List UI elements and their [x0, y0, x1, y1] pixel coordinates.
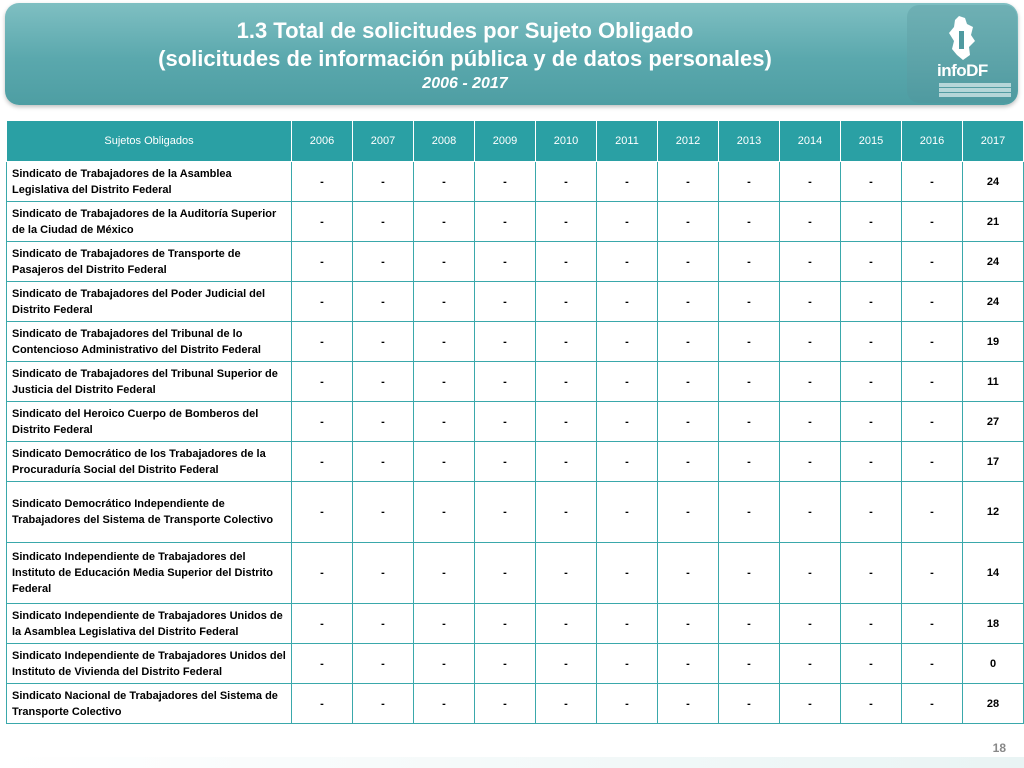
- value-cell: -: [719, 402, 780, 442]
- value-cell: -: [536, 362, 597, 402]
- value-cell: -: [719, 644, 780, 684]
- value-cell: -: [658, 162, 719, 202]
- value-cell: -: [902, 482, 963, 543]
- value-cell: -: [597, 162, 658, 202]
- value-cell: -: [353, 482, 414, 543]
- value-cell: -: [353, 442, 414, 482]
- table-row: [7, 202, 1024, 242]
- value-cell: 24: [963, 282, 1024, 322]
- value-cell: -: [658, 322, 719, 362]
- value-cell: -: [292, 442, 353, 482]
- value-cell: -: [475, 482, 536, 543]
- column-header-year: 2009: [475, 121, 536, 162]
- table-row: [7, 442, 1024, 482]
- value-cell: -: [536, 202, 597, 242]
- value-cell: -: [414, 282, 475, 322]
- subject-name-cell: Sindicato Independiente de Trabajadores Unidos del Instituto de Vivienda del Distrito Federal: [7, 644, 292, 684]
- value-cell: -: [658, 442, 719, 482]
- value-cell: -: [719, 442, 780, 482]
- value-cell: -: [353, 362, 414, 402]
- value-cell: -: [414, 543, 475, 604]
- value-cell: -: [841, 442, 902, 482]
- value-cell: -: [536, 162, 597, 202]
- value-cell: -: [658, 282, 719, 322]
- value-cell: -: [536, 644, 597, 684]
- value-cell: -: [414, 604, 475, 644]
- value-cell: -: [475, 282, 536, 322]
- value-cell: -: [902, 242, 963, 282]
- value-cell: -: [475, 362, 536, 402]
- value-cell: -: [597, 282, 658, 322]
- table-row: [7, 162, 1024, 202]
- value-cell: -: [292, 402, 353, 442]
- value-cell: 18: [963, 604, 1024, 644]
- value-cell: -: [719, 482, 780, 543]
- value-cell: -: [902, 162, 963, 202]
- value-cell: -: [841, 362, 902, 402]
- value-cell: 0: [963, 644, 1024, 684]
- value-cell: -: [353, 604, 414, 644]
- value-cell: -: [597, 644, 658, 684]
- table-row: [7, 644, 1024, 684]
- value-cell: -: [841, 162, 902, 202]
- value-cell: -: [353, 282, 414, 322]
- value-cell: -: [780, 684, 841, 724]
- value-cell: -: [719, 543, 780, 604]
- value-cell: -: [902, 604, 963, 644]
- value-cell: -: [658, 202, 719, 242]
- value-cell: -: [414, 242, 475, 282]
- value-cell: -: [292, 604, 353, 644]
- value-cell: -: [475, 543, 536, 604]
- value-cell: -: [597, 402, 658, 442]
- title-block: [65, 17, 865, 95]
- title-banner: [5, 3, 1018, 105]
- value-cell: -: [292, 322, 353, 362]
- value-cell: -: [841, 402, 902, 442]
- value-cell: -: [414, 442, 475, 482]
- value-cell: -: [353, 322, 414, 362]
- value-cell: -: [902, 442, 963, 482]
- value-cell: -: [475, 604, 536, 644]
- value-cell: -: [902, 322, 963, 362]
- value-cell: -: [414, 684, 475, 724]
- value-cell: -: [292, 242, 353, 282]
- value-cell: -: [719, 202, 780, 242]
- value-cell: 21: [963, 202, 1024, 242]
- value-cell: -: [292, 202, 353, 242]
- value-cell: -: [841, 644, 902, 684]
- infodf-logo: [907, 5, 1017, 103]
- value-cell: -: [902, 402, 963, 442]
- value-cell: -: [353, 644, 414, 684]
- value-cell: -: [414, 322, 475, 362]
- value-cell: -: [475, 242, 536, 282]
- value-cell: -: [597, 362, 658, 402]
- value-cell: -: [353, 684, 414, 724]
- subject-name-cell: Sindicato Independiente de Trabajadores Unidos de la Asamblea Legislativa del Distrito Federal: [7, 604, 292, 644]
- value-cell: -: [841, 684, 902, 724]
- column-header-year: 2015: [841, 121, 902, 162]
- value-cell: -: [536, 282, 597, 322]
- value-cell: -: [536, 442, 597, 482]
- value-cell: -: [658, 543, 719, 604]
- value-cell: -: [536, 322, 597, 362]
- subject-name-cell: Sindicato Democrático Independiente de Trabajadores del Sistema de Transporte Colectivo: [7, 482, 292, 543]
- page-title: 1.3 Total de solicitudes por Sujeto Obligado: [236, 18, 694, 43]
- table-row: [7, 482, 1024, 543]
- value-cell: -: [475, 402, 536, 442]
- value-cell: 19: [963, 322, 1024, 362]
- value-cell: -: [292, 543, 353, 604]
- subject-name-cell: Sindicato de Trabajadores de la Auditoría Superior de la Ciudad de México: [7, 202, 292, 242]
- value-cell: -: [292, 362, 353, 402]
- value-cell: -: [902, 644, 963, 684]
- table-row: [7, 604, 1024, 644]
- table-row: [7, 322, 1024, 362]
- column-header-year: 2014: [780, 121, 841, 162]
- value-cell: 24: [963, 242, 1024, 282]
- value-cell: -: [902, 362, 963, 402]
- bottom-decoration: [0, 757, 1024, 768]
- value-cell: -: [841, 242, 902, 282]
- value-cell: -: [536, 482, 597, 543]
- table-row: [7, 362, 1024, 402]
- value-cell: -: [353, 242, 414, 282]
- column-header-subjects: Sujetos Obligados: [7, 121, 292, 162]
- value-cell: -: [536, 242, 597, 282]
- value-cell: -: [841, 543, 902, 604]
- value-cell: -: [780, 402, 841, 442]
- column-header-year: 2008: [414, 121, 475, 162]
- value-cell: -: [292, 684, 353, 724]
- value-cell: -: [475, 684, 536, 724]
- table-row: [7, 282, 1024, 322]
- value-cell: -: [353, 402, 414, 442]
- value-cell: -: [719, 242, 780, 282]
- subject-name-cell: Sindicato Democrático de los Trabajadores de la Procuraduría Social del Distrito Federal: [7, 442, 292, 482]
- value-cell: -: [841, 482, 902, 543]
- value-cell: 12: [963, 482, 1024, 543]
- value-cell: -: [780, 242, 841, 282]
- value-cell: -: [719, 684, 780, 724]
- value-cell: -: [475, 162, 536, 202]
- value-cell: -: [841, 604, 902, 644]
- value-cell: 28: [963, 684, 1024, 724]
- value-cell: -: [292, 644, 353, 684]
- value-cell: -: [658, 684, 719, 724]
- value-cell: -: [780, 362, 841, 402]
- value-cell: -: [780, 282, 841, 322]
- map-icon: [947, 15, 977, 61]
- value-cell: 17: [963, 442, 1024, 482]
- subject-name-cell: Sindicato del Heroico Cuerpo de Bomberos del Distrito Federal: [7, 402, 292, 442]
- value-cell: -: [414, 202, 475, 242]
- value-cell: -: [536, 543, 597, 604]
- value-cell: -: [658, 482, 719, 543]
- value-cell: -: [719, 362, 780, 402]
- column-header-year: 2013: [719, 121, 780, 162]
- value-cell: -: [597, 482, 658, 543]
- value-cell: -: [414, 482, 475, 543]
- subject-name-cell: Sindicato de Trabajadores de Transporte de Pasajeros del Distrito Federal: [7, 242, 292, 282]
- value-cell: -: [658, 362, 719, 402]
- value-cell: -: [414, 402, 475, 442]
- value-cell: -: [353, 202, 414, 242]
- column-header-year: 2017: [963, 121, 1024, 162]
- logo-text: infoDF: [937, 61, 988, 80]
- requests-table: [6, 120, 1024, 724]
- value-cell: -: [475, 322, 536, 362]
- value-cell: -: [536, 402, 597, 442]
- value-cell: -: [597, 684, 658, 724]
- value-cell: -: [597, 322, 658, 362]
- column-header-year: 2007: [353, 121, 414, 162]
- column-header-year: 2016: [902, 121, 963, 162]
- table-row: [7, 402, 1024, 442]
- value-cell: -: [292, 482, 353, 543]
- page-number: 18: [992, 741, 1006, 755]
- value-cell: -: [719, 282, 780, 322]
- value-cell: 24: [963, 162, 1024, 202]
- period-label: 2006 - 2017: [422, 75, 508, 92]
- table-row: [7, 543, 1024, 604]
- value-cell: -: [414, 362, 475, 402]
- value-cell: -: [536, 604, 597, 644]
- value-cell: 14: [963, 543, 1024, 604]
- table-row: [7, 242, 1024, 282]
- subject-name-cell: Sindicato Independiente de Trabajadores del Instituto de Educación Media Superior del Distrito Federal: [7, 543, 292, 604]
- value-cell: -: [658, 604, 719, 644]
- value-cell: -: [780, 604, 841, 644]
- column-header-year: 2006: [292, 121, 353, 162]
- value-cell: -: [841, 322, 902, 362]
- value-cell: -: [658, 402, 719, 442]
- subject-name-cell: Sindicato de Trabajadores del Tribunal de lo Contencioso Administrativo del Distrito Federal: [7, 322, 292, 362]
- value-cell: -: [414, 644, 475, 684]
- value-cell: -: [780, 543, 841, 604]
- subject-name-cell: Sindicato de Trabajadores del Tribunal Superior de Justicia del Distrito Federal: [7, 362, 292, 402]
- value-cell: -: [414, 162, 475, 202]
- value-cell: 27: [963, 402, 1024, 442]
- value-cell: -: [902, 543, 963, 604]
- value-cell: 11: [963, 362, 1024, 402]
- value-cell: -: [780, 322, 841, 362]
- logo-fine-print: [939, 83, 1011, 97]
- value-cell: -: [292, 162, 353, 202]
- value-cell: -: [597, 242, 658, 282]
- value-cell: -: [597, 604, 658, 644]
- value-cell: -: [658, 242, 719, 282]
- column-header-year: 2010: [536, 121, 597, 162]
- table-row: [7, 684, 1024, 724]
- value-cell: -: [780, 644, 841, 684]
- value-cell: -: [841, 202, 902, 242]
- value-cell: -: [597, 202, 658, 242]
- value-cell: -: [353, 162, 414, 202]
- page-subtitle: (solicitudes de información pública y de datos personales): [158, 46, 772, 71]
- value-cell: -: [475, 644, 536, 684]
- value-cell: -: [475, 202, 536, 242]
- subject-name-cell: Sindicato de Trabajadores del Poder Judicial del Distrito Federal: [7, 282, 292, 322]
- value-cell: -: [353, 543, 414, 604]
- value-cell: -: [780, 162, 841, 202]
- table-header-row: [7, 121, 1024, 162]
- value-cell: -: [902, 282, 963, 322]
- table-body: [7, 162, 1024, 724]
- value-cell: -: [719, 162, 780, 202]
- subject-name-cell: Sindicato Nacional de Trabajadores del Sistema de Transporte Colectivo: [7, 684, 292, 724]
- value-cell: -: [292, 282, 353, 322]
- value-cell: -: [780, 482, 841, 543]
- value-cell: -: [841, 282, 902, 322]
- value-cell: -: [658, 644, 719, 684]
- value-cell: -: [902, 202, 963, 242]
- column-header-year: 2011: [597, 121, 658, 162]
- value-cell: -: [475, 442, 536, 482]
- value-cell: -: [902, 684, 963, 724]
- subject-name-cell: Sindicato de Trabajadores de la Asamblea Legislativa del Distrito Federal: [7, 162, 292, 202]
- value-cell: -: [780, 442, 841, 482]
- value-cell: -: [536, 684, 597, 724]
- requests-table-container: [6, 120, 1024, 724]
- value-cell: -: [719, 604, 780, 644]
- value-cell: -: [597, 442, 658, 482]
- value-cell: -: [780, 202, 841, 242]
- value-cell: -: [719, 322, 780, 362]
- value-cell: -: [597, 543, 658, 604]
- column-header-year: 2012: [658, 121, 719, 162]
